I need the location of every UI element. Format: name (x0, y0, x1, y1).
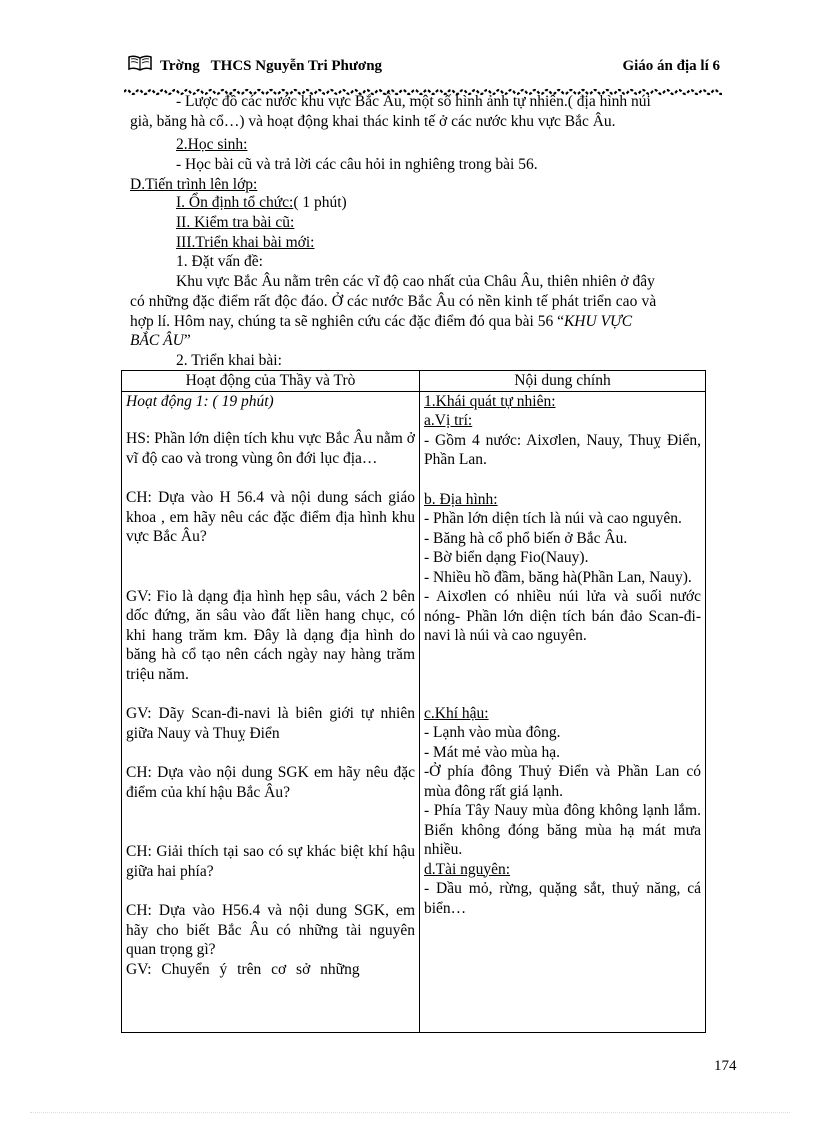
col-header-activities: Hoạt động của Thầy và Trò (122, 371, 420, 392)
diahinh-heading: b. Địa hình: (424, 490, 498, 508)
para-line-4 (130, 331, 191, 351)
para-line-4-end: ” (183, 332, 191, 349)
diahinh-item: - Aixơlen có nhiều núi lửa và suối nước nóng- Phần lớn diện tích bán đảo Scan-đi-navi là núi và cao nguyên. (424, 588, 701, 644)
page-number: 174 (714, 1058, 737, 1074)
subject-title: Giáo án địa lí 6 (622, 58, 720, 74)
activities-cell (122, 391, 420, 1032)
trienkhai: 2. Triển khai bài: (176, 352, 282, 369)
question-2: CH: Dựa vào nội dung SGK em hãy nêu đặc điểm của khí hậu Bắc Âu? (126, 764, 415, 801)
step-2: II. Kiểm tra bài cũ: (176, 214, 295, 231)
tientrinh-heading: D.Tiến trình lên lớp: (130, 176, 258, 193)
school-name: Trờng THCS Nguyễn Tri Phương (160, 58, 383, 74)
tainguyen-item: - Dầu mỏ, rừng, quặng sắt, thuỷ năng, cá biển… (424, 880, 701, 917)
para-line-1: Khu vực Bắc Âu nằm trên các vĩ độ cao nhất của Châu Âu, thiên nhiên ở đây (176, 273, 655, 290)
book-icon (128, 54, 152, 72)
para-line-2: có những đặc điểm rất độc đáo. Ở các nước Bắc Âu có nền kinh tế phát triển cao và (130, 293, 657, 310)
teacher-note-2: GV: Dãy Scan-đi-navi là biên giới tự nhiên giữa Nauy và Thuỵ Điển (126, 705, 415, 742)
para-line-4-italic: BẮC ÂU (130, 332, 184, 349)
intro-line-2: già, băng hà cổ…) và hoạt động khai thác kinh tế ở các nước khu vực Bắc Âu. (130, 113, 616, 130)
datvande: 1. Đặt vấn đề: (176, 253, 263, 270)
para-line-3-italic: KHU VỰC (563, 313, 633, 330)
step-1 (176, 193, 347, 213)
content-title: 1.Khái quát tự nhiên: (424, 392, 556, 410)
lesson-table (121, 370, 706, 1033)
table-header-row (122, 371, 706, 392)
para-line-3-text: hợp lí. Hôm nay, chúng ta sẽ nghiên cứu các đặc điểm đó qua bài 56 “ (130, 313, 564, 330)
khihau-item: - Lạnh vào mùa đông. (424, 724, 561, 741)
step-1-label: I. Ổn định tổ chức: (176, 194, 294, 211)
khihau-item: - Mát mẻ vào mùa hạ. (424, 743, 561, 761)
khihau-heading: c.Khí hậu: (424, 704, 489, 722)
question-3: CH: Giải thích tại sao có sự khác biệt khí hậu giữa hai phía? (126, 843, 415, 880)
hocsinh-heading: 2.Học sinh: (176, 136, 248, 153)
activity-1-title: Hoạt động 1: ( 19 phút) (126, 392, 274, 410)
diahinh-item: - Phần lớn diện tích là núi và cao nguyên. (424, 510, 682, 527)
vitri-text: - Gồm 4 nước: Aixơlen, Nauy, Thuỵ Điển, Phần Lan. (424, 431, 701, 468)
diahinh-item: - Băng hà cổ phổ biến ở Bắc Âu. (424, 529, 628, 547)
intro-line-1: - Lược đồ các nước khu vực Bắc Âu, một số hình ảnh tự nhiên.( địa hình núi (176, 93, 651, 110)
teacher-note-3: GV: Chuyển ý trên cơ sở những (126, 960, 360, 978)
khihau-item: -Ở phía đông Thuỷ Điển và Phần Lan có mùa đông rất giá lạnh. (424, 763, 701, 800)
hocsinh-text: - Học bài cũ và trả lời các câu hỏi in nghiêng trong bài 56. (176, 156, 538, 173)
col-header-content: Nội dung chính (420, 371, 706, 392)
vitri-heading: a.Vị trí: (424, 412, 473, 429)
question-4: CH: Dựa vào H56.4 và nội dung SGK, em hãy cho biết Bắc Âu có những tài nguyên quan trọng gì? (126, 902, 415, 958)
khihau-item: - Phía Tây Nauy mùa đông không lạnh lắm. Biển không đóng băng mùa hạ mát mưa nhiều. (424, 802, 701, 858)
page-header (128, 52, 720, 80)
table-row (122, 391, 706, 1032)
content-cell (420, 391, 706, 1032)
question-1: CH: Dựa vào H 56.4 và nội dung sách giáo khoa , em hãy nêu các đặc điểm địa hình khu vực Bắc Âu? (126, 489, 415, 545)
diahinh-item: - Bờ biển dạng Fio(Nauy). (424, 549, 589, 566)
tainguyen-heading: d.Tài nguyên: (424, 860, 511, 878)
para-line-3 (130, 312, 632, 332)
step-1-time: ( 1 phút) (293, 194, 347, 211)
footer-divider (30, 1112, 790, 1113)
diahinh-item: - Nhiều hồ đầm, băng hà(Phần Lan, Nauy). (424, 568, 692, 586)
teacher-note-1: GV: Fio là dạng địa hình hẹp sâu, vách 2 bên dốc đứng, ăn sâu vào đất liền hang chục, có khi hang trăm km. Đây là dạng địa hình do băng hà cổ tạo nên cách ngày nay hàng trăm triệu năm. (126, 587, 415, 683)
hs-note-1: HS: Phần lớn diện tích khu vực Bắc Âu nằm ở vĩ độ cao và trong vùng ôn đới lục địa… (126, 430, 415, 467)
step-3: III.Triển khai bài mới: (176, 234, 315, 251)
